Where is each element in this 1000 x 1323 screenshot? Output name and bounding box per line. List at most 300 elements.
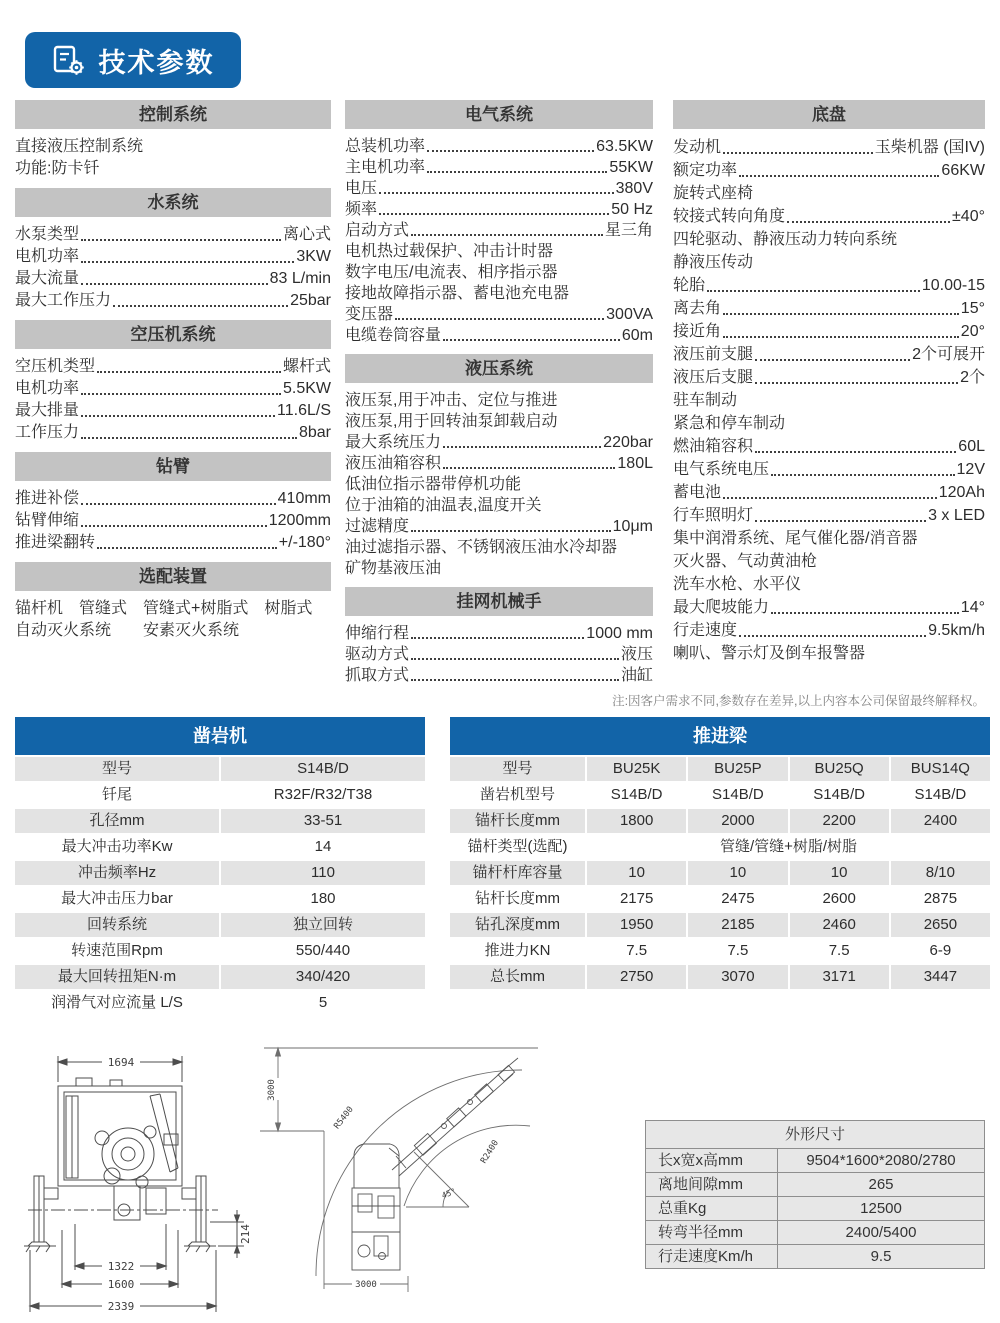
spec-label: 电气系统电压 bbox=[673, 461, 770, 478]
spec-label: 离去角 bbox=[673, 300, 722, 317]
spec-text-line: 灭火器、气动黄油枪 bbox=[673, 553, 818, 570]
dot-leader bbox=[427, 171, 607, 173]
spec-label: 工作压力 bbox=[15, 424, 80, 441]
section-header: 电气系统 bbox=[345, 100, 653, 129]
row-value-cell: R32F/R32/T38 bbox=[221, 783, 425, 807]
section-header: 水系统 bbox=[15, 188, 331, 217]
row-label-cell: 总重Kg bbox=[646, 1197, 778, 1220]
spec-label: 发动机 bbox=[673, 139, 722, 156]
spec-line bbox=[345, 325, 653, 346]
spec-value: 50 Hz bbox=[611, 201, 653, 218]
row-label-cell: 最大回转扭矩N·m bbox=[15, 965, 219, 989]
spec-value: 83 L/min bbox=[269, 270, 331, 287]
table-row bbox=[450, 861, 990, 885]
dim-label-body-width: 1600 bbox=[107, 1278, 135, 1291]
dot-leader bbox=[787, 221, 950, 223]
spec-value: 2个 bbox=[960, 369, 985, 386]
spec-label: 启动方式 bbox=[345, 222, 410, 239]
spec-text-line: 油过滤指示器、不锈钢液压油水冷却器 bbox=[345, 539, 618, 556]
spec-value: 55KW bbox=[609, 159, 653, 176]
spec-value: 3 x LED bbox=[928, 507, 985, 524]
spec-value: 220bar bbox=[603, 434, 653, 451]
dot-leader bbox=[771, 474, 955, 476]
dot-leader bbox=[755, 382, 958, 384]
row-label-cell: 行走速度Km/h bbox=[646, 1245, 778, 1268]
dot-leader bbox=[411, 679, 619, 681]
dim-label-inner-radius: R2400 bbox=[478, 1138, 502, 1166]
spec-text-line: 液压泵,用于回转油泵卸载启动 bbox=[345, 413, 558, 430]
spec-line bbox=[673, 366, 985, 389]
spec-label: 额定功率 bbox=[673, 162, 738, 179]
row-label-cell: 推进力KN bbox=[450, 939, 585, 963]
dot-leader bbox=[723, 497, 937, 499]
dot-leader bbox=[81, 393, 281, 395]
section-header: 液压系统 bbox=[345, 354, 653, 383]
row-value-cell: 12500 bbox=[778, 1197, 984, 1220]
row-label-cell: 孔径mm bbox=[15, 809, 219, 833]
spec-value: 180L bbox=[617, 455, 653, 472]
spec-column-electric-hydraulic bbox=[345, 100, 653, 686]
row-value-cell: 33-51 bbox=[221, 809, 425, 833]
spec-value: 410mm bbox=[277, 490, 331, 507]
row-value-cell: 14 bbox=[221, 835, 425, 859]
spec-line bbox=[15, 246, 331, 268]
table-row bbox=[646, 1173, 984, 1197]
spec-line bbox=[673, 274, 985, 297]
row-value-cell: S14B/D bbox=[688, 783, 787, 807]
spec-line bbox=[15, 378, 331, 400]
spec-label: 电缆卷筒容量 bbox=[345, 327, 442, 344]
table-row bbox=[450, 809, 990, 833]
row-label-cell: 润滑气对应流量 L/S bbox=[15, 991, 219, 1015]
top-view-machine bbox=[352, 1058, 518, 1270]
dot-leader bbox=[723, 336, 959, 338]
spec-line bbox=[15, 532, 331, 554]
table-row bbox=[450, 757, 990, 781]
section-header: 选配装置 bbox=[15, 562, 331, 591]
row-label-cell: 最大冲击功率Kw bbox=[15, 835, 219, 859]
row-value-cell: 10 bbox=[688, 861, 787, 885]
table-row bbox=[450, 913, 990, 937]
spec-value: 5.5KW bbox=[282, 380, 331, 397]
spec-line bbox=[345, 516, 653, 537]
row-value-cell: 2600 bbox=[790, 887, 889, 911]
spec-line bbox=[345, 199, 653, 220]
spec-column-chassis bbox=[673, 100, 985, 665]
rear-view-drawing bbox=[18, 1040, 263, 1323]
spec-text-line: 洗车水枪、水平仪 bbox=[673, 576, 802, 593]
spec-text-line: 静液压传动 bbox=[673, 254, 754, 271]
spec-text-line: 驻车制动 bbox=[673, 392, 738, 409]
row-label-cell: 回转系统 bbox=[15, 913, 219, 937]
table-row bbox=[15, 757, 425, 781]
row-label-cell: 钎尾 bbox=[15, 783, 219, 807]
spec-line bbox=[15, 510, 331, 532]
page-title: 技术参数 bbox=[98, 47, 215, 78]
spec-label: 最大工作压力 bbox=[15, 292, 112, 309]
dot-leader bbox=[379, 213, 609, 215]
row-label-cell: 最大冲击压力bar bbox=[15, 887, 219, 911]
spec-value: 1200mm bbox=[268, 512, 331, 529]
dot-leader bbox=[81, 415, 275, 417]
dot-leader bbox=[97, 547, 277, 549]
spec-line bbox=[15, 488, 331, 510]
spec-line bbox=[673, 136, 985, 159]
row-value-cell: 7.5 bbox=[688, 939, 787, 963]
spec-line bbox=[15, 290, 331, 312]
dot-leader bbox=[395, 318, 604, 320]
row-value-cell: 1800 bbox=[587, 809, 686, 833]
table-row bbox=[450, 965, 990, 989]
row-label-cell: 锚杆杆库容量 bbox=[450, 861, 585, 885]
spec-text-line: 喇叭、警示灯及倒车报警器 bbox=[673, 645, 866, 662]
dim-label-track-width: 1322 bbox=[107, 1260, 135, 1273]
table-row bbox=[15, 913, 425, 937]
dim-label-top-width: 1694 bbox=[107, 1056, 135, 1069]
dim-label-step-height: 214 bbox=[239, 1224, 252, 1244]
rock-drill-table-title: 凿岩机 bbox=[15, 717, 425, 755]
spec-label: 最大系统压力 bbox=[345, 434, 442, 451]
feed-beam-table-title: 推进梁 bbox=[450, 717, 990, 755]
spec-line bbox=[673, 481, 985, 504]
row-value-cell: 1950 bbox=[587, 913, 686, 937]
spec-label: 空压机类型 bbox=[15, 358, 96, 375]
row-value-cell: 2000 bbox=[688, 809, 787, 833]
row-value-cell: 3171 bbox=[790, 965, 889, 989]
spec-value: 螺杆式 bbox=[282, 358, 331, 375]
spec-line bbox=[673, 159, 985, 182]
dot-leader bbox=[723, 152, 873, 154]
spec-label: 频率 bbox=[345, 201, 378, 218]
rear-view-machine-outline bbox=[24, 1056, 244, 1312]
row-label-cell: 钻杆长度mm bbox=[450, 887, 585, 911]
spec-text-line: 锚杆机 管缝式 管缝式+树脂式 树脂式 bbox=[15, 600, 313, 617]
table-row bbox=[450, 939, 990, 963]
dot-leader bbox=[707, 290, 920, 292]
spec-text-line: 液压泵,用于冲击、定位与推进 bbox=[345, 392, 558, 409]
table-row bbox=[15, 783, 425, 807]
dim-label-wall-offset: 3000 bbox=[267, 1079, 277, 1101]
spec-value: +/-180° bbox=[278, 534, 331, 551]
spec-label: 电机功率 bbox=[15, 248, 80, 265]
spec-column-control-water bbox=[15, 100, 331, 642]
dot-leader bbox=[81, 503, 276, 505]
dim-label-turn-angle: 45° bbox=[440, 1186, 458, 1201]
spec-label: 行车照明灯 bbox=[673, 507, 754, 524]
row-value-cell: 8/10 bbox=[891, 861, 990, 885]
spec-line bbox=[345, 432, 653, 453]
dim-label-corridor-width: 3000 bbox=[355, 1280, 377, 1290]
spec-value: 11.6L/S bbox=[277, 402, 331, 419]
spec-label: 接近角 bbox=[673, 323, 722, 340]
row-value-cell: 9.5 bbox=[778, 1245, 984, 1268]
row-value-cell: 2750 bbox=[587, 965, 686, 989]
row-label-cell: 转速范围Rpm bbox=[15, 939, 219, 963]
spec-value: 63.5KW bbox=[596, 138, 653, 155]
dot-leader bbox=[81, 437, 297, 439]
spec-label: 最大排量 bbox=[15, 402, 80, 419]
spec-line bbox=[673, 619, 985, 642]
spec-text-line: 数字电压/电流表、相序指示器 bbox=[345, 264, 558, 281]
dot-leader bbox=[411, 234, 603, 236]
spec-label: 电压 bbox=[345, 180, 378, 197]
row-label-cell: 凿岩机型号 bbox=[450, 783, 585, 807]
spec-line bbox=[345, 304, 653, 325]
row-value-cell: BUS14Q bbox=[891, 757, 990, 781]
row-value-cell: 340/420 bbox=[221, 965, 425, 989]
spec-value: 14° bbox=[960, 599, 985, 616]
row-value-cell: 10 bbox=[587, 861, 686, 885]
rock-drill-table-rows bbox=[15, 757, 425, 1015]
top-view-drawing bbox=[256, 1036, 541, 1306]
table-row bbox=[646, 1149, 984, 1173]
spec-line bbox=[15, 356, 331, 378]
spec-value: 300VA bbox=[606, 306, 653, 323]
table-row bbox=[15, 887, 425, 911]
spec-value: 60L bbox=[958, 438, 985, 455]
row-value-cell: S14B/D bbox=[221, 757, 425, 781]
spec-line bbox=[673, 458, 985, 481]
spec-line bbox=[15, 268, 331, 290]
row-value-cell: 3070 bbox=[688, 965, 787, 989]
spec-text-line: 位于油箱的油温表,温度开关 bbox=[345, 497, 542, 514]
dot-leader bbox=[755, 451, 956, 453]
spec-text-line: 旋转式座椅 bbox=[673, 185, 754, 202]
spec-value: 66KW bbox=[941, 162, 985, 179]
dot-leader bbox=[81, 283, 268, 285]
spec-line bbox=[345, 623, 653, 644]
table-row bbox=[450, 887, 990, 911]
row-value-cell: 9504*1600*2080/2780 bbox=[778, 1149, 984, 1172]
dim-label-outer-radius: R5400 bbox=[332, 1104, 356, 1132]
spec-label: 水泵类型 bbox=[15, 226, 80, 243]
spec-label: 推进梁翻转 bbox=[15, 534, 96, 551]
spec-label: 液压油箱容积 bbox=[345, 455, 442, 472]
row-value-cell: 5 bbox=[221, 991, 425, 1015]
spec-text-line: 四轮驱动、静液压动力转向系统 bbox=[673, 231, 898, 248]
spec-line bbox=[345, 644, 653, 665]
spec-label: 最大流量 bbox=[15, 270, 80, 287]
spec-label: 伸缩行程 bbox=[345, 625, 410, 642]
table-row bbox=[15, 991, 425, 1015]
row-value-cell: 7.5 bbox=[587, 939, 686, 963]
table-row bbox=[646, 1221, 984, 1245]
spec-label: 行走速度 bbox=[673, 622, 738, 639]
dot-leader bbox=[771, 612, 959, 614]
dot-leader bbox=[411, 530, 611, 532]
row-label-cell: 冲击频率Hz bbox=[15, 861, 219, 885]
spec-value: 8bar bbox=[298, 424, 331, 441]
spec-text-line: 自动灭火系统 安素灭火系统 bbox=[15, 622, 240, 639]
spec-label: 驱动方式 bbox=[345, 646, 410, 663]
table-row bbox=[450, 835, 990, 859]
spec-text-line: 接地故障指示器、蓄电池充电器 bbox=[345, 285, 570, 302]
row-label-cell: 锚杆长度mm bbox=[450, 809, 585, 833]
section-header: 钻臂 bbox=[15, 452, 331, 481]
dim-label-overall-width: 2339 bbox=[107, 1300, 135, 1313]
row-span-cell: 管缝/管缝+树脂/树脂 bbox=[587, 835, 990, 859]
overall-dimensions-rows bbox=[646, 1149, 984, 1268]
spec-label: 推进补偿 bbox=[15, 490, 80, 507]
dot-leader bbox=[723, 313, 959, 315]
spec-line bbox=[673, 297, 985, 320]
overall-dimensions-table bbox=[645, 1120, 985, 1269]
spec-text-line: 电机热过载保护、冲击计时器 bbox=[345, 243, 554, 260]
table-row bbox=[450, 783, 990, 807]
spec-label: 钻臂伸缩 bbox=[15, 512, 80, 529]
row-label-cell: 型号 bbox=[15, 757, 219, 781]
dot-leader bbox=[81, 261, 294, 263]
page-title-bar bbox=[25, 32, 241, 88]
row-value-cell: BU25P bbox=[688, 757, 787, 781]
dot-leader bbox=[411, 658, 619, 660]
section-header: 空压机系统 bbox=[15, 320, 331, 349]
dot-leader bbox=[97, 371, 281, 373]
feed-beam-table bbox=[450, 717, 990, 989]
spec-label: 蓄电池 bbox=[673, 484, 722, 501]
row-value-cell: S14B/D bbox=[891, 783, 990, 807]
spec-text-line: 集中润滑系统、尾气催化器/消音器 bbox=[673, 530, 918, 547]
row-value-cell: 265 bbox=[778, 1173, 984, 1196]
dot-leader bbox=[411, 637, 584, 639]
spec-value: 液压 bbox=[620, 646, 653, 663]
dot-leader bbox=[755, 520, 926, 522]
table-row bbox=[15, 861, 425, 885]
spec-value: 120Ah bbox=[938, 484, 985, 501]
row-label-cell: 长x宽x高mm bbox=[646, 1149, 778, 1172]
spec-label: 总装机功率 bbox=[345, 138, 426, 155]
row-value-cell: 10 bbox=[790, 861, 889, 885]
section-header: 底盘 bbox=[673, 100, 985, 129]
spec-label: 抓取方式 bbox=[345, 667, 410, 684]
dot-leader bbox=[755, 359, 910, 361]
row-value-cell: 2400/5400 bbox=[778, 1221, 984, 1244]
spec-line bbox=[345, 178, 653, 199]
spec-line bbox=[673, 504, 985, 527]
table-row bbox=[646, 1245, 984, 1268]
spec-value: 12V bbox=[956, 461, 985, 478]
spec-text-line: 矿物基液压油 bbox=[345, 560, 442, 577]
row-value-cell: 180 bbox=[221, 887, 425, 911]
spec-text-line: 功能:防卡钎 bbox=[15, 160, 100, 177]
dot-leader bbox=[379, 192, 614, 194]
table-row bbox=[646, 1197, 984, 1221]
spec-line bbox=[673, 435, 985, 458]
dot-leader bbox=[739, 635, 926, 637]
spec-label: 液压前支腿 bbox=[673, 346, 754, 363]
spec-label: 主电机功率 bbox=[345, 159, 426, 176]
spec-value: 油缸 bbox=[620, 667, 653, 684]
table-row bbox=[15, 965, 425, 989]
feed-beam-table-rows bbox=[450, 757, 990, 989]
dot-leader bbox=[443, 446, 601, 448]
spec-value: 20° bbox=[960, 323, 985, 340]
row-value-cell: 550/440 bbox=[221, 939, 425, 963]
spec-value: 10μm bbox=[612, 518, 653, 535]
row-value-cell: S14B/D bbox=[587, 783, 686, 807]
spec-label: 较接式转向角度 bbox=[673, 208, 786, 225]
spec-value: 星三角 bbox=[604, 222, 653, 239]
spec-line bbox=[15, 400, 331, 422]
dot-leader bbox=[113, 305, 288, 307]
spec-value: 1000 mm bbox=[586, 625, 653, 642]
section-header: 挂网机械手 bbox=[345, 587, 653, 616]
dot-leader bbox=[739, 175, 939, 177]
row-value-cell: 2650 bbox=[891, 913, 990, 937]
spec-text-line: 低油位指示器带停机功能 bbox=[345, 476, 522, 493]
spec-label: 燃油箱容积 bbox=[673, 438, 754, 455]
row-value-cell: 3447 bbox=[891, 965, 990, 989]
dot-leader bbox=[427, 150, 594, 152]
row-label-cell: 总长mm bbox=[450, 965, 585, 989]
spec-text-line: 直接液压控制系统 bbox=[15, 138, 144, 155]
dot-leader bbox=[81, 239, 281, 241]
spec-value: 10.00-15 bbox=[921, 277, 985, 294]
spec-value: 2个可展开 bbox=[912, 346, 985, 363]
spec-value: 60m bbox=[621, 327, 653, 344]
row-value-cell: 2185 bbox=[688, 913, 787, 937]
spec-value: 380V bbox=[615, 180, 653, 197]
row-value-cell: 2175 bbox=[587, 887, 686, 911]
spec-line bbox=[345, 136, 653, 157]
row-value-cell: 2200 bbox=[790, 809, 889, 833]
table-row bbox=[15, 939, 425, 963]
spec-label: 最大爬坡能力 bbox=[673, 599, 770, 616]
row-value-cell: BU25K bbox=[587, 757, 686, 781]
spec-line bbox=[345, 157, 653, 178]
rock-drill-table bbox=[15, 717, 425, 1015]
overall-dimensions-title: 外形尺寸 bbox=[646, 1121, 984, 1149]
spec-value: 15° bbox=[960, 300, 985, 317]
row-value-cell: 独立回转 bbox=[221, 913, 425, 937]
row-value-cell: 2875 bbox=[891, 887, 990, 911]
spec-label: 轮胎 bbox=[673, 277, 706, 294]
row-value-cell: 6-9 bbox=[891, 939, 990, 963]
spec-line bbox=[673, 596, 985, 619]
spec-label: 液压后支腿 bbox=[673, 369, 754, 386]
spec-text-line: 紧急和停车制动 bbox=[673, 415, 786, 432]
spec-line bbox=[673, 320, 985, 343]
spec-value: 玉柴机器 (国IV) bbox=[874, 139, 985, 156]
row-label-cell: 钻孔深度mm bbox=[450, 913, 585, 937]
row-value-cell: 110 bbox=[221, 861, 425, 885]
spec-value: 离心式 bbox=[282, 226, 331, 243]
table-row bbox=[15, 809, 425, 833]
spec-line bbox=[673, 343, 985, 366]
row-label-cell: 型号 bbox=[450, 757, 585, 781]
section-header: 控制系统 bbox=[15, 100, 331, 129]
spec-line bbox=[15, 422, 331, 444]
row-value-cell: BU25Q bbox=[790, 757, 889, 781]
spec-value: 25bar bbox=[290, 292, 331, 309]
spec-line bbox=[673, 205, 985, 228]
dot-leader bbox=[81, 525, 267, 527]
dot-leader bbox=[443, 339, 620, 341]
spec-value: ±40° bbox=[952, 208, 985, 225]
spec-line bbox=[15, 224, 331, 246]
row-value-cell: S14B/D bbox=[790, 783, 889, 807]
spec-value: 3KW bbox=[296, 248, 331, 265]
row-value-cell: 2460 bbox=[790, 913, 889, 937]
row-value-cell: 7.5 bbox=[790, 939, 889, 963]
row-label-cell: 离地间隙mm bbox=[646, 1173, 778, 1196]
row-label-cell: 转弯半径mm bbox=[646, 1221, 778, 1244]
dot-leader bbox=[443, 467, 615, 469]
spec-line bbox=[345, 453, 653, 474]
spec-label: 变压器 bbox=[345, 306, 394, 323]
row-value-cell: 2400 bbox=[891, 809, 990, 833]
document-gear-icon bbox=[52, 43, 86, 77]
